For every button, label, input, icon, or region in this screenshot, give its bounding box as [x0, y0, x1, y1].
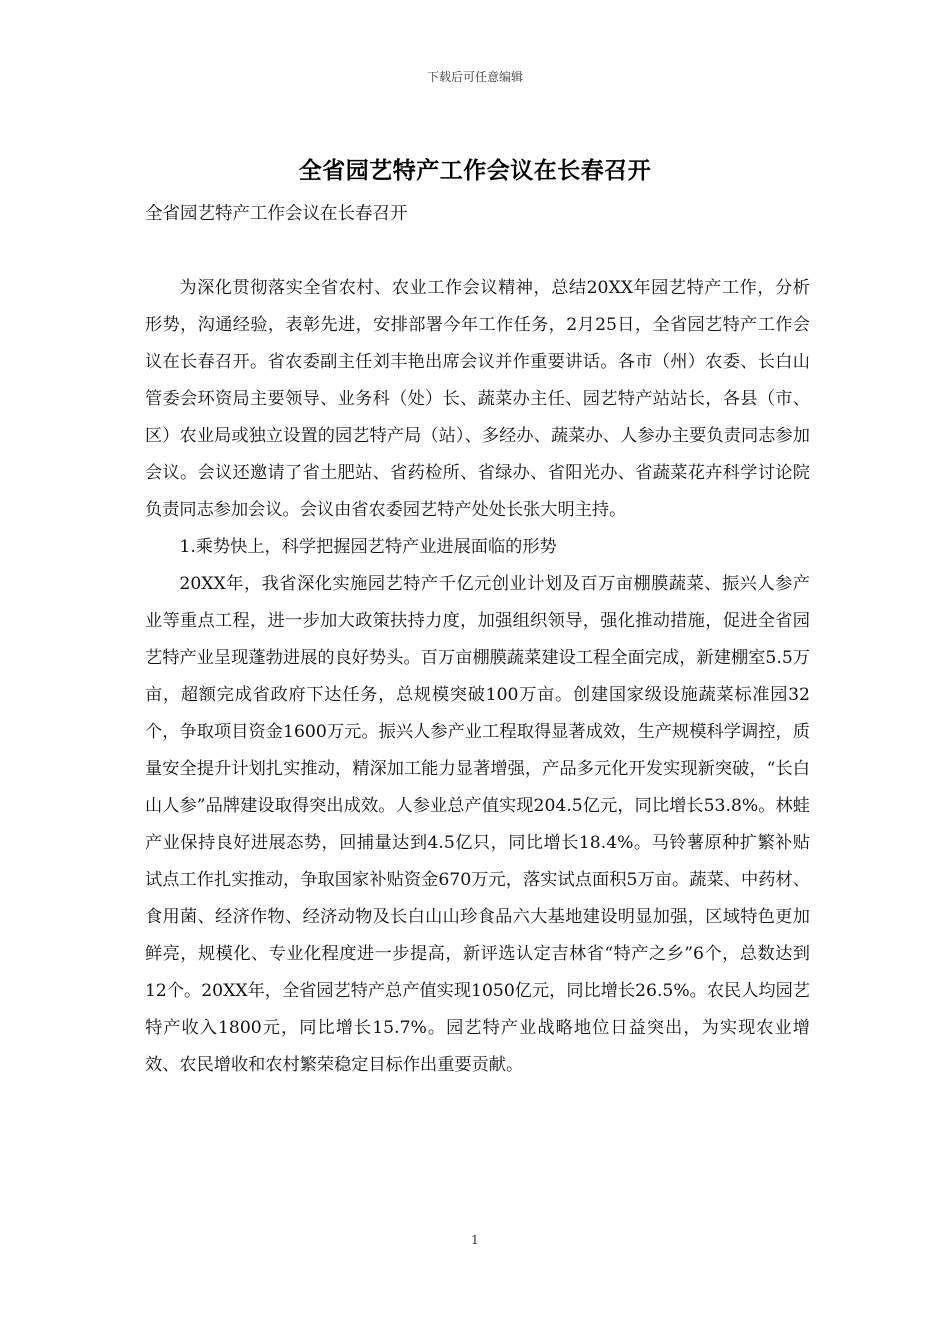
paragraph-intro: 为深化贯彻落实全省农村、农业工作会议精神，总结20XX年园艺特产工作，分析形势，沟通经验，表彰先进，安排部署今年工作任务，2月25日，全省园艺特产工作会议在长春召开。省农委副主任刘丰艳出席会议并作重要讲话。各市（州）农委、长白山管委会环资局主要领导、业务科（处）长、蔬菜办主任、园艺特产站站长，各县（市、区）农业局或独立设置的园艺特产局（站）、多经办、蔬菜办、人参办主要负责同志参加会议。会议还邀请了省土肥站、省药检所、省绿办、省阳光办、省蔬菜花卉科学讨论院负责同志参加会议。会议由省农委园艺特产处处长张大明主持。	[145, 278, 810, 520]
section-heading: 1.乘势快上，科学把握园艺特产业进展面临的形势	[179, 537, 557, 557]
page-header-note: 下载后可任意编辑	[426, 70, 523, 84]
document-subtitle: 全省园艺特产工作会议在长春召开	[145, 204, 408, 224]
page-number: 1	[471, 1233, 479, 1247]
paragraph-achievements: 20XX年，我省深化实施园艺特产千亿元创业计划及百万亩棚膜蔬菜、振兴人参产业等重点工程，进一步加大政策扶持力度，加强组织领导，强化推动措施，促进全省园艺特产业呈现蓬勃进展的良好势头。百万亩棚膜蔬菜建设工程全面完成，新建棚室5.5万亩，超额完成省政府下达任务，总规模突破100万亩。创建国家级设施蔬菜标准园32个，争取项目资金1600万元。振兴人参产业工程取得显著成效，生产规模科学调控，质量安全提升计划扎实推动，精深加工能力显著增强，产品多元化开发实现新突破，“长白山人参”品牌建设取得突出成效。人参业总产值实现204.5亿元，同比增长53.8%。林蛙产业保持良好进展态势，回捕量达到4.5亿只，同比增长18.4%。马铃薯原种扩繁补贴试点工作扎实推动，争取国家补贴资金670万元，落实试点面积5万亩。蔬菜、中药材、食用菌、经济作物、经济动物及长白山山珍食品六大基地建设明显加强，区域特色更加鲜亮，规模化、专业化程度进一步提高，新评选认定吉林省“特产之乡”6个，总数达到12个。20XX年，全省园艺特产总产值实现1050亿元，同比增长26.5%。农民人均园艺特产收入1800元，同比增长15.7%。园艺特产业战略地位日益突出，为实现农业增效、农民增收和农村繁荣稳定目标作出重要贡献。	[145, 574, 810, 1075]
document-body	[145, 270, 810, 1084]
document-title: 全省园艺特产工作会议在长春召开	[298, 157, 652, 184]
